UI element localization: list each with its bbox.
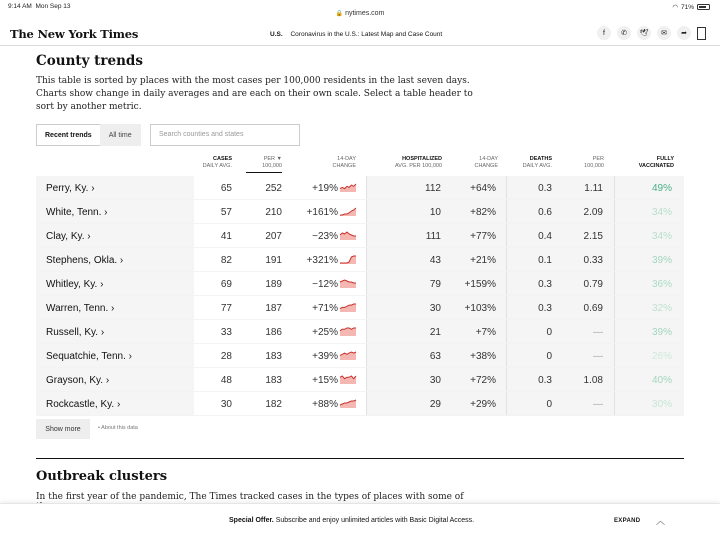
url-text: nytimes.com	[345, 10, 385, 17]
cell-vaccinated: 39%	[651, 327, 672, 338]
cell-cases: 33	[220, 327, 232, 338]
case-trend-sparkline	[340, 255, 356, 264]
case-trend-sparkline	[340, 399, 356, 408]
cell-hchange: +77%	[470, 231, 496, 242]
cell-deaths: 0.6	[538, 207, 552, 218]
intro-paragraph: This table is sorted by places with the most cases per 100,000 residents in the last seven days. Charts show change in daily averages and are each on their own scale. Select a table header to sort by another metric.	[36, 76, 473, 112]
header-hosp-change[interactable]: 14-DAY CHANGE	[474, 156, 498, 169]
cell-change: −12%	[312, 279, 338, 290]
section-label[interactable]: U.S.	[270, 31, 283, 38]
cell-hchange: +29%	[470, 399, 496, 410]
table-row[interactable]	[36, 176, 684, 200]
table-row[interactable]	[36, 344, 684, 368]
header-cases[interactable]: CASES DAILY AVG.	[202, 156, 232, 169]
header-per-100k[interactable]: PER ▼ 100,000	[246, 156, 282, 173]
header-deaths-per[interactable]: PER 100,000	[584, 156, 604, 169]
email-icon[interactable]: ✉	[657, 26, 671, 40]
cell-per: 207	[265, 231, 282, 242]
cell-per: 210	[265, 207, 282, 218]
cell-cases: 41	[220, 231, 232, 242]
about-data-link[interactable]: • About this data	[98, 425, 138, 431]
cell-dper: 0.33	[583, 255, 603, 266]
search-input[interactable]: Search counties and states	[150, 124, 300, 146]
site-header	[0, 22, 720, 46]
cell-hosp: 111	[425, 231, 441, 242]
table-row[interactable]	[36, 224, 684, 248]
cell-deaths: 0	[546, 327, 552, 338]
table-row[interactable]	[36, 320, 684, 344]
outbreak-clusters-heading: Outbreak clusters	[36, 469, 168, 484]
whatsapp-icon[interactable]: ✆	[617, 26, 631, 40]
cell-change: +39%	[312, 351, 338, 362]
county-link[interactable]: Sequatchie, Tenn. ›	[46, 351, 132, 362]
county-link[interactable]: Stephens, Okla. ›	[46, 255, 124, 266]
section-divider	[36, 458, 684, 459]
cell-vaccinated: 32%	[651, 303, 672, 314]
cell-deaths: 0.3	[538, 303, 552, 314]
cell-hosp: 30	[429, 375, 441, 386]
cell-vaccinated: 49%	[651, 183, 672, 194]
case-trend-sparkline	[340, 183, 356, 192]
cell-vaccinated: 30%	[651, 399, 672, 410]
cell-deaths: 0.1	[538, 255, 552, 266]
status-time: 9:14 AM Mon Sep 13	[8, 3, 71, 10]
cell-dper: 0.69	[583, 303, 603, 314]
cell-hosp: 29	[429, 399, 441, 410]
cell-hchange: +64%	[470, 183, 496, 194]
cell-cases: 30	[220, 399, 232, 410]
table-row[interactable]	[36, 392, 684, 416]
page-title: County trends	[36, 53, 143, 69]
outbreak-paragraph: In the first year of the pandemic, The Times tracked cases in the types of places with some of	[36, 492, 464, 502]
cell-change: +71%	[312, 303, 338, 314]
cell-per: 182	[265, 399, 282, 410]
county-link[interactable]: Grayson, Ky. ›	[46, 375, 110, 386]
cell-change: −23%	[312, 231, 338, 242]
table-body	[36, 176, 684, 416]
cell-hosp: 112	[425, 183, 441, 194]
county-link[interactable]: Whitley, Ky. ›	[46, 279, 104, 290]
article-headline: Coronavirus in the U.S.: Latest Map and Case Count	[290, 31, 443, 38]
cell-per: 191	[265, 255, 282, 266]
lock-icon: 🔒	[335, 11, 344, 17]
cell-change: +19%	[312, 183, 338, 194]
cell-cases: 77	[220, 303, 232, 314]
url-bar[interactable]	[0, 10, 720, 17]
cell-vaccinated: 34%	[651, 231, 672, 242]
table-row[interactable]	[36, 248, 684, 272]
cell-change: +25%	[312, 327, 338, 338]
cell-dper: 2.15	[583, 231, 603, 242]
cell-vaccinated: 36%	[651, 279, 672, 290]
cell-hosp: 10	[429, 207, 441, 218]
county-link[interactable]: Perry, Ky. ›	[46, 183, 95, 194]
county-link[interactable]: White, Tenn. ›	[46, 207, 108, 218]
cell-cases: 28	[220, 351, 232, 362]
share-arrow-icon[interactable]: ➦	[677, 26, 691, 40]
cell-change: +161%	[306, 207, 338, 218]
cell-cases: 69	[220, 279, 232, 290]
cell-deaths: 0.3	[538, 183, 552, 194]
cell-hchange: +82%	[470, 207, 496, 218]
tab-all-time[interactable]: All time	[100, 124, 141, 146]
cell-deaths: 0	[546, 399, 552, 410]
article-kicker	[270, 31, 442, 38]
cell-dper: 2.09	[583, 207, 603, 218]
case-trend-sparkline	[340, 375, 356, 384]
battery-percent: 71%	[680, 3, 694, 11]
case-trend-sparkline	[340, 327, 356, 336]
county-link[interactable]: Warren, Tenn. ›	[46, 303, 115, 314]
cell-dper: —	[593, 327, 603, 338]
cell-per: 187	[265, 303, 282, 314]
table-row[interactable]	[36, 368, 684, 392]
cell-dper: 1.11	[584, 183, 603, 194]
cell-cases: 57	[220, 207, 232, 218]
cell-vaccinated: 39%	[651, 255, 672, 266]
cell-dper: —	[593, 399, 603, 410]
cell-per: 186	[265, 327, 282, 338]
county-link[interactable]: Clay, Ky. ›	[46, 231, 91, 242]
cell-deaths: 0.3	[538, 279, 552, 290]
case-trend-sparkline	[340, 303, 356, 312]
cell-deaths: 0.3	[538, 375, 552, 386]
cell-dper: —	[593, 351, 603, 362]
cell-dper: 0.79	[583, 279, 603, 290]
header-deaths[interactable]: DEATHS DAILY AVG.	[522, 156, 552, 169]
cell-hosp: 21	[429, 327, 441, 338]
cell-per: 183	[265, 351, 282, 362]
twitter-icon[interactable]: 🕊	[637, 26, 651, 40]
cell-vaccinated: 26%	[651, 351, 672, 362]
header-vaccinated[interactable]: FULLY VACCINATED	[638, 156, 674, 169]
cell-change: +88%	[312, 399, 338, 410]
cell-hosp: 63	[429, 351, 441, 362]
cell-deaths: 0	[546, 351, 552, 362]
header-hospitalized[interactable]: HOSPITALIZED AVG. PER 100,000	[395, 156, 442, 169]
cell-per: 252	[265, 183, 282, 194]
cell-change: +15%	[312, 375, 338, 386]
table-row[interactable]	[36, 200, 684, 224]
cell-hchange: +7%	[475, 327, 496, 338]
cell-dper: 1.08	[583, 375, 603, 386]
cell-cases: 82	[220, 255, 232, 266]
facebook-icon[interactable]: f	[597, 26, 611, 40]
cell-hosp: 30	[429, 303, 441, 314]
cell-per: 183	[265, 375, 282, 386]
case-trend-sparkline	[340, 207, 356, 216]
show-more-button[interactable]: Show more	[36, 419, 90, 439]
cell-per: 189	[265, 279, 282, 290]
share-tools	[597, 26, 706, 40]
case-trend-sparkline	[340, 231, 356, 240]
cell-hchange: +72%	[470, 375, 496, 386]
case-trend-sparkline	[340, 351, 356, 360]
special-offer-bar	[0, 503, 720, 539]
offer-message[interactable]: Special Offer. Subscribe and enjoy unlimited articles with Basic Digital Access.	[229, 517, 475, 524]
chevron-up-icon[interactable]: ︿	[656, 516, 666, 526]
case-trend-sparkline	[340, 279, 356, 288]
cell-deaths: 0.4	[538, 231, 552, 242]
cell-change: +321%	[306, 255, 338, 266]
cell-hosp: 43	[429, 255, 441, 266]
cell-cases: 48	[220, 375, 232, 386]
cell-hosp: 79	[429, 279, 441, 290]
cell-hchange: +38%	[470, 351, 496, 362]
expand-button[interactable]: EXPAND	[614, 518, 641, 524]
cell-hchange: +159%	[464, 279, 496, 290]
tab-recent-trends[interactable]: Recent trends	[36, 124, 100, 146]
table-row[interactable]	[36, 296, 684, 320]
cell-cases: 65	[220, 183, 232, 194]
trend-tabs	[36, 124, 141, 146]
header-14day-change[interactable]: 14-DAY CHANGE	[332, 156, 356, 169]
county-link[interactable]: Russell, Ky. ›	[46, 327, 105, 338]
cell-vaccinated: 40%	[651, 375, 672, 386]
nyt-logo[interactable]: The New York Times	[10, 27, 139, 41]
wifi-icon: ◠	[672, 4, 678, 11]
table-row[interactable]	[36, 272, 684, 296]
cell-hchange: +21%	[470, 255, 496, 266]
cell-hchange: +103%	[464, 303, 496, 314]
county-link[interactable]: Rockcastle, Ky. ›	[46, 399, 121, 410]
bookmark-icon[interactable]	[697, 27, 706, 40]
cell-vaccinated: 34%	[651, 207, 672, 218]
